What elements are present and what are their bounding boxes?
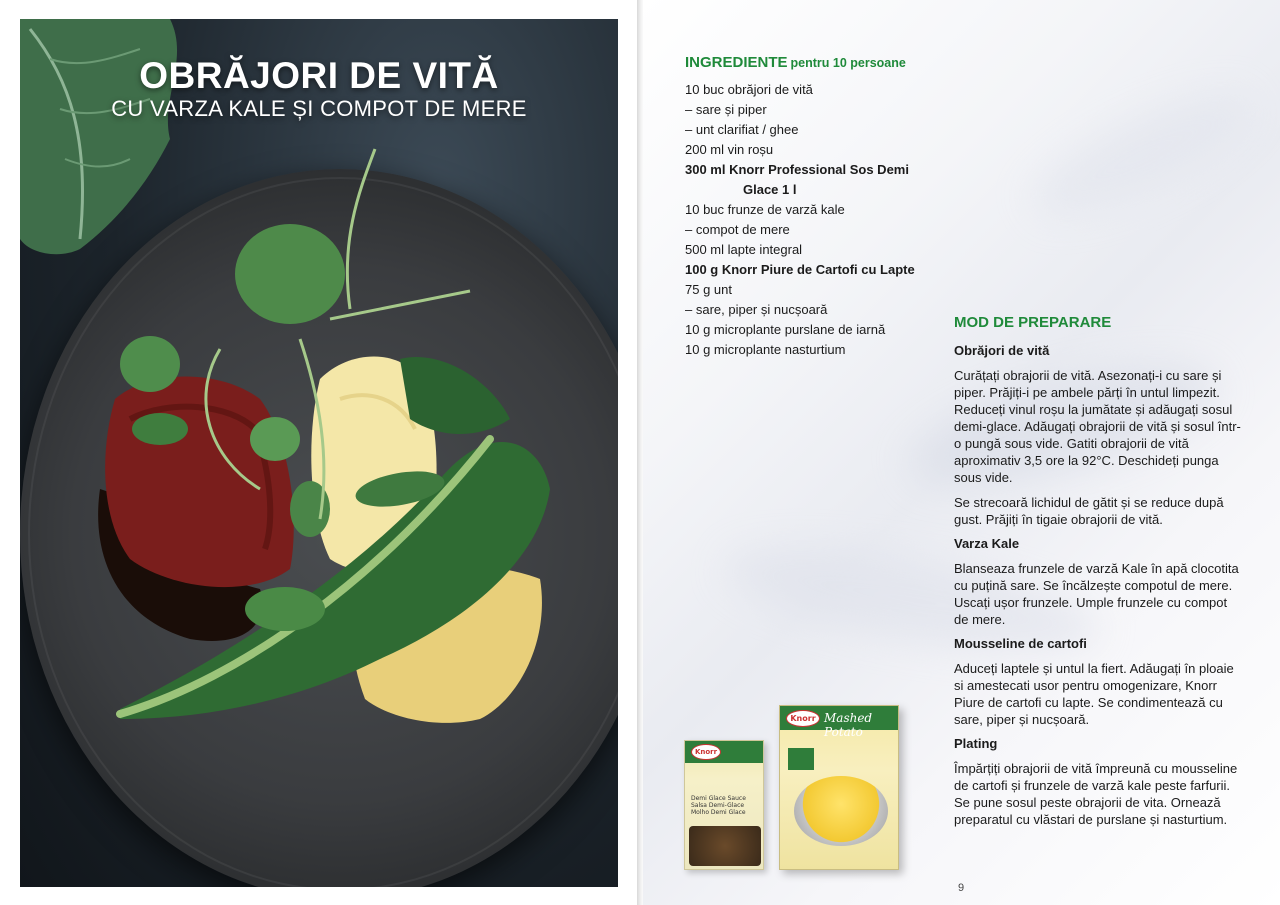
ingredient-item: – compot de mere	[685, 222, 790, 237]
prep-paragraph: Împărțiți obrajorii de vită împreună cu mousseline de cartofi și frunzele de varză kale peste farfurii. Se pune sosul peste obrajorii de vita. Ornează preparatul cu vlăstari de purslane și nasturtium.	[954, 761, 1238, 827]
bg-swirl	[1019, 73, 1266, 238]
demi-glace-box	[684, 740, 764, 870]
ingredient-item: – unt clarifiat / ghee	[685, 122, 799, 137]
ingredient-item: 75 g unt	[685, 282, 732, 297]
prep-paragraph: Se strecoară lichidul de gătit și se reduce după gust. Prăjiți în tigaie obrajorii de vită.	[954, 495, 1224, 527]
prep-paragraph: Blanseaza frunzele de varză Kale în apă clocotita cu puțină sare. Se încălzește compotul de mere. Uscați ușor frunzele. Umple frunzele cu compot de mere.	[954, 561, 1239, 627]
ingredient-item: 200 ml vin roșu	[685, 142, 774, 157]
prep-subheading: Plating	[954, 736, 998, 751]
ingredient-text-cont: Glace 1 l	[743, 182, 797, 197]
prep-subheading: Obrăjori de vită	[954, 343, 1050, 358]
prep-subheading: Mousseline de cartofi	[954, 636, 1087, 651]
preparation-section	[954, 314, 1244, 836]
preparation-heading: MOD DE PREPARARE	[954, 314, 1112, 331]
box-text: Demi Glace Sauce Salsa Demi-Glace Molho Demi Glace	[691, 795, 746, 816]
ingredient-item: 500 ml lapte integral	[685, 242, 803, 257]
page-number: 9	[958, 882, 965, 894]
recipe-title: OBRĂJORI DE VITĂ	[139, 55, 499, 96]
prep-paragraph: Curățați obrajorii de vită. Asezonați-i cu sare și piper. Prăjiți-i pe ambele părți în untul limpezit. Reduceți vinul roșu la jumătate și adăugați sosul demi-glace. Adăugați obrajorii de vită și sosul într-o pungă sous vide. Gatiti obrajorii de vită aproximativ 3,5 ore la 92°C. Deschideți punga sous vide.	[954, 368, 1241, 485]
mashed-potato-box	[779, 705, 899, 870]
ingredients-heading	[685, 54, 906, 72]
ingredient-item: 10 buc frunze de varză kale	[685, 202, 845, 217]
knorr-logo: Knorr	[691, 744, 721, 760]
box-food-image	[689, 826, 761, 866]
ingredients-title: INGREDIENTE	[685, 54, 788, 71]
dish-photo	[20, 19, 618, 887]
knorr-logo: Knorr	[786, 710, 820, 727]
ingredient-item: 100 g Knorr Piure de Cartofi cu Lapte	[685, 262, 915, 277]
prep-paragraph: Aduceți laptele și untul la fiert. Adăugați în ploaie si amestecati usor pentru omogenizare, Knorr Piure de cartofi cu lapte. Se condimentează cu sare, piper și nucșoară.	[954, 661, 1234, 727]
left-page	[0, 0, 637, 905]
ingredients-list	[685, 80, 935, 360]
ingredient-item: 10 buc obrăjori de vită	[685, 82, 813, 97]
servings-label: pentru 10 persoane	[790, 56, 906, 70]
ingredient-item: 10 g microplante purslane de iarnă	[685, 322, 886, 337]
ingredient-item: 10 g microplante nasturtium	[685, 342, 846, 357]
mashed-potato-bowl-image	[794, 776, 888, 846]
recipe-subtitle: CU VARZA KALE ȘI COMPOT DE MERE	[111, 96, 527, 121]
ingredient-item: – sare, piper și nucșoară	[685, 302, 828, 317]
ingredient-item	[685, 160, 935, 200]
product-name: Mashed Potato	[824, 711, 873, 739]
ingredient-text: 300 ml Knorr Professional Sos Demi	[685, 162, 909, 177]
prep-subheading: Varza Kale	[954, 536, 1020, 551]
box-badge	[788, 748, 814, 770]
ingredient-item: – sare și piper	[685, 102, 767, 117]
food-arrangement	[20, 19, 618, 887]
product-images	[684, 705, 904, 875]
